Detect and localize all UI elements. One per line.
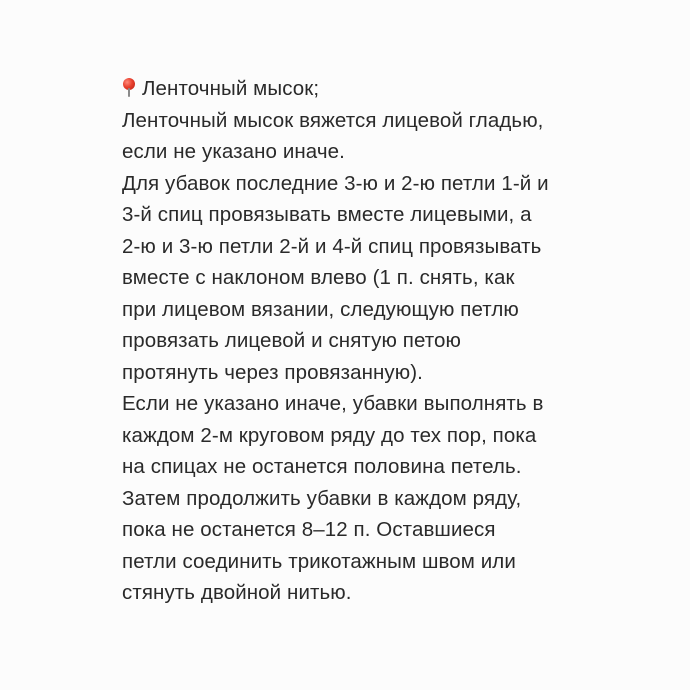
round-pushpin-icon bbox=[122, 78, 136, 98]
text-line: провязать лицевой и снятую петою bbox=[122, 329, 462, 352]
text-line: стянуть двойной нитью. bbox=[122, 581, 352, 604]
text-line: 3-й спиц провязывать вместе лицевыми, а bbox=[122, 203, 532, 226]
text-line: Ленточный мысок вяжется лицевой гладью, bbox=[122, 108, 544, 132]
title-text: Ленточный мысок; bbox=[142, 77, 320, 100]
text-line: вместе с наклоном влево (1 п. снять, как bbox=[122, 266, 515, 289]
text-line: петли соединить трикотажным швом или bbox=[122, 549, 516, 573]
text-line: на спицах не останется половина петель. bbox=[122, 455, 522, 478]
text-line: при лицевом вязании, следующую петлю bbox=[122, 297, 519, 321]
title-line bbox=[122, 73, 642, 105]
text-line: каждом 2-м круговом ряду до тех пор, пока bbox=[122, 423, 537, 447]
text-line: Затем продолжить убавки в каждом ряду, bbox=[122, 486, 522, 510]
text-line: протянуть через провязанную). bbox=[122, 360, 423, 384]
text-line: 2-ю и 3-ю петли 2-й и 4-й спиц провязывать bbox=[122, 234, 542, 258]
instruction-text bbox=[122, 73, 642, 609]
text-line: если не указано иначе. bbox=[122, 140, 345, 163]
text-line: пока не останется 8–12 п. Оставшиеся bbox=[122, 518, 496, 541]
text-line: Для убавок последние 3-ю и 2-ю петли 1-й и bbox=[122, 171, 549, 195]
text-line: Если не указано иначе, убавки выполнять в bbox=[122, 392, 544, 415]
